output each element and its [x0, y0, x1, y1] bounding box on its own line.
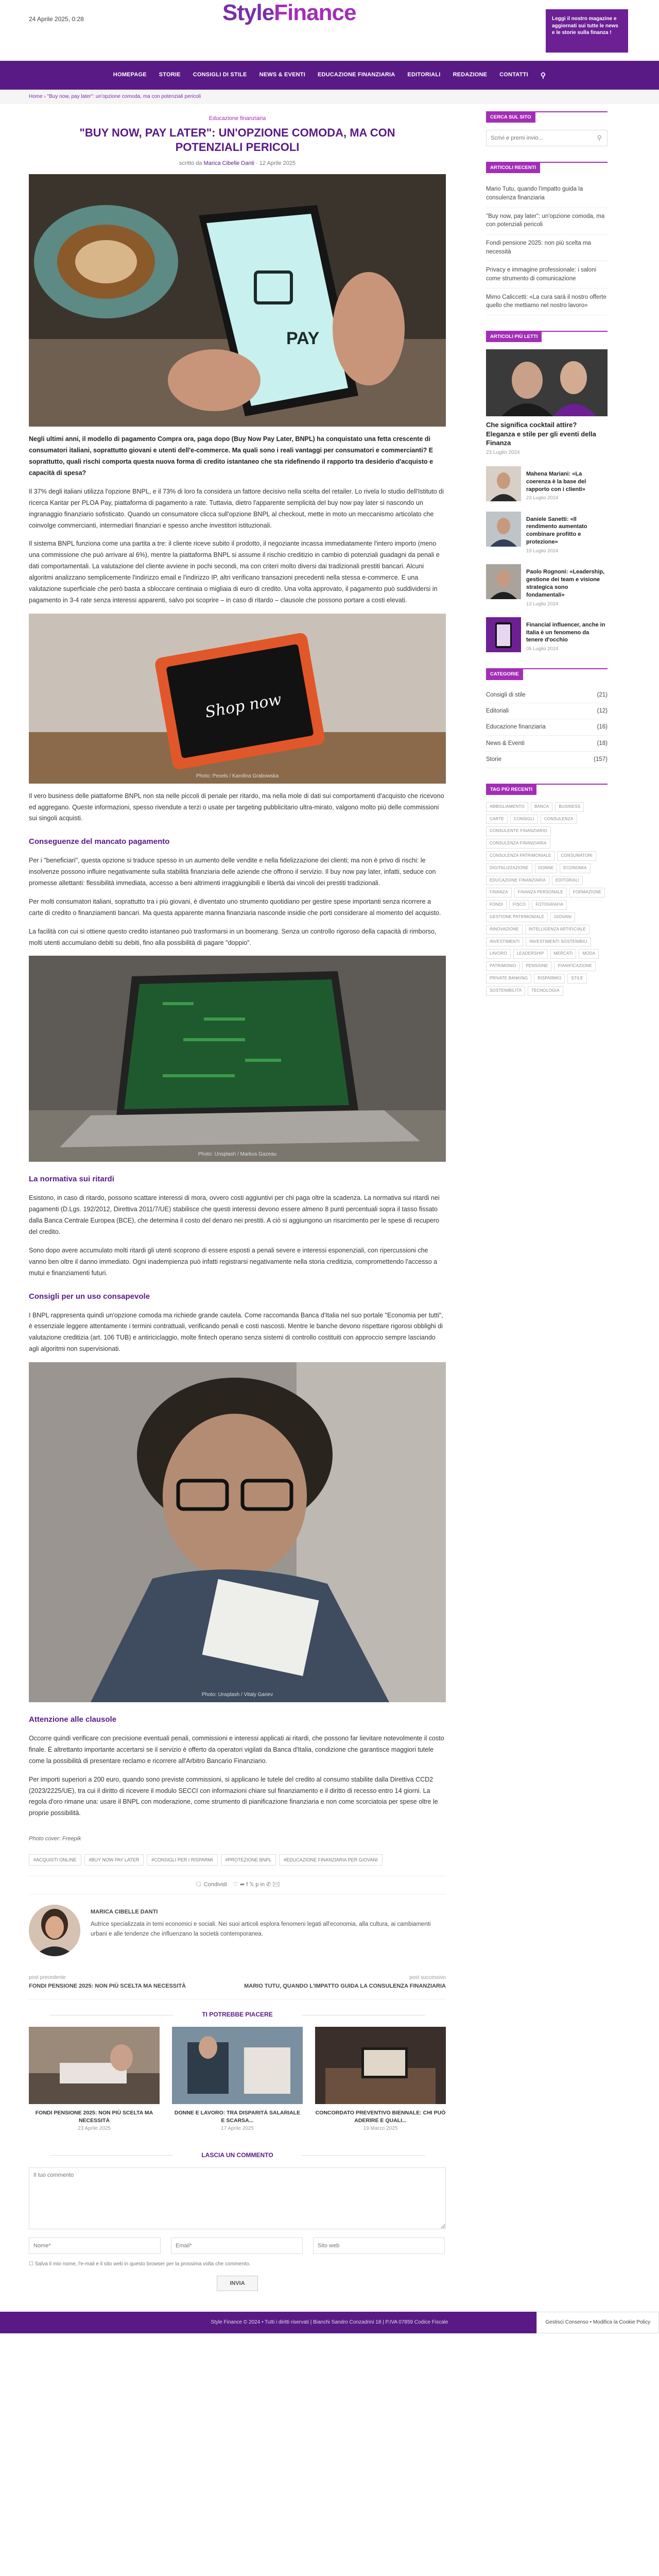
recent-article-link[interactable]: Privacy e immagine professionale: i saloni come strumento di comunicazione	[486, 261, 608, 288]
tag-cloud	[486, 802, 608, 996]
next-post-link[interactable]: post successivo MARIO TUTU, QUANDO L'IMPATTO GUIDA LA CONSULENZA FINANZIARIA	[244, 1974, 446, 1989]
tag-cloud-item[interactable]: LEADERSHIP	[513, 949, 548, 959]
nav-item-storie[interactable]: STORIE	[159, 72, 181, 78]
tag-link[interactable]: #BUY NOW PAY LATER	[84, 1854, 144, 1866]
tag-cloud-item[interactable]: EDUCAZIONE FINANZIARIA	[486, 876, 549, 886]
whatsapp-icon[interactable]: ✆	[266, 1882, 271, 1888]
magazine-promo[interactable]: Leggi il nostro magazine e aggiornati sui tutte le news e le storie sulla finanza !	[546, 9, 628, 53]
widget-title: CERCA SUL SITO	[486, 112, 535, 123]
article-image-man-glasses	[29, 1362, 446, 1702]
category-link[interactable]: News & Eventi (18)	[486, 736, 608, 752]
nav-item-news[interactable]: NEWS & EVENTI	[259, 72, 305, 78]
article-paragraph: Occorre quindi verificare con precisione eventuali penali, commissioni e interessi applicati ai ritardi, che possono far lievitare notevolmente il costo finale. È altrettanto importante accertarsi se il servizio è offerto da operatori vigilati da Banca d'Italia, condizione che garantisce maggiori tutele come la possibilità di presentare reclamo e ricorrere all'Arbitro Bancario Finanziario.	[29, 1735, 444, 1765]
section-heading: Consigli per un uso consapevole	[29, 1292, 150, 1301]
nav-item-homepage[interactable]: HOMEPAGE	[113, 72, 147, 78]
author-bio: Autrice specializzata in temi economici e sociali. Nei suoi articoli esplora fenomeni legati all'economia, alla cultura, ai cambiamenti urbani e alle tendenze che influenzano la società contemporanea.	[91, 1921, 431, 1937]
tag-cloud-item[interactable]: GESTIONE PATRIMONIALE	[486, 912, 548, 922]
article-paragraph: Sono dopo avere accumulato molti ritardi gli utenti scoprono di essere esposti a penali severe e interessi esponenziali, con ripercussioni che vanno ben oltre il danno immediato. Ogni inadempienza può infatti registrarsi negativamente nella storia creditizia, compromettendo l'accesso a mutui e finanziamenti futuri.	[29, 1246, 438, 1277]
search-icon[interactable]: ⚲	[540, 71, 546, 79]
related-thumb	[172, 2027, 303, 2104]
article-paragraph: La facilità con cui si ottiene questo credito istantaneo può trasformarsi in un boomerang. Senza un controllo rigoroso della capacità di rimborso, molti utenti accumulano debiti su debiti, fino alla possibilità di pagare "doppio".	[29, 927, 437, 946]
article-paragraph: I BNPL rappresenta quindi un'opzione comoda ma richiede grande cautela. Come raccomanda Banca d'Italia nel suo portale "Economia per tutti", è essenziale leggere attentamente i termini contrattuali, verificando penali e costi nascosti. Mentre le banche devono rispettare rigorosi obblighi di valutazione creditizia (art. 106 TUB) e antiriciclaggio, molte fintech operano senza sistemi di controllo costituiti con approccio sempre lasciando agli algoritmi non supervisionati.	[29, 1311, 443, 1353]
tag-cloud-item[interactable]: DIGITALIZZAZIONE	[486, 863, 532, 873]
category-link[interactable]: Storie (157)	[486, 752, 608, 768]
widget-title: ARTICOLI PIÙ LETTI	[486, 331, 542, 342]
tag-cloud-item[interactable]: FORMAZIONE	[569, 888, 605, 897]
save-info-checkbox[interactable]: ☐ Salva il mio nome, l'e-mail e il sito web in questo browser per la prossima volta che commento.	[29, 2261, 251, 2267]
nav-item-consigli[interactable]: CONSIGLI DI STILE	[193, 72, 247, 78]
tag-cloud-item[interactable]: FOTOGRAFIA	[532, 900, 567, 910]
tag-cloud-item[interactable]: PENSIONE	[522, 961, 551, 971]
comment-icon[interactable]: 🗨	[195, 1882, 202, 1888]
tag-cloud-item[interactable]: FINANZA	[486, 888, 512, 897]
widget-title: ARTICOLI RECENTI	[486, 162, 540, 173]
comment-form	[29, 2167, 446, 2291]
article-title: "BUY NOW, PAY LATER": UN'OPZIONE COMODA, MA CON POTENZIALI PERICOLI	[79, 126, 395, 154]
share-label: Condividi	[203, 1882, 227, 1888]
tag-cloud-item[interactable]: INVESTIMENTI SOSTENIBILI	[526, 937, 591, 947]
nav-item-redazione[interactable]: REDAZIONE	[453, 72, 488, 78]
tag-cloud-item[interactable]: CONSULENZA FINANZIARIA	[486, 839, 550, 849]
image-caption: Photo: Unsplash / Markus Gazeau	[198, 1151, 277, 1158]
related-post[interactable]: CONCORDATO PREVENTIVO BIENNALE: CHI PUÒ ADERIRE E QUALI... 19 Marzo 2025	[315, 2027, 446, 2132]
tag-cloud-item[interactable]: STILE	[567, 974, 586, 984]
article-image-laptop	[29, 956, 446, 1162]
tag-cloud-item[interactable]: CONSULENZA PATRIMONIALE	[486, 851, 554, 861]
article-paragraph: Per i "beneficiari", questa opzione si traduce spesso in un aumento delle vendite e nella fidelizzazione dei clienti; ma non è privo di rischi: le insolvenze possono influire negativamente sulla stabilità finanziaria delle aziende che offrono il servizio. Il buy now pay later, infatti, seduce con promesse allettanti: flessibilità immediata, accesso a beni altrimenti irraggiungibili e libertà dai vincoli dei prestiti tradizionali.	[29, 857, 436, 887]
related-post[interactable]: DONNE E LAVORO: TRA DISPARITÀ SALARIALE E SCARSA... 17 Aprile 2025	[172, 2027, 303, 2132]
tag-cloud-item[interactable]: FINANZA PERSONALE	[514, 888, 567, 897]
section-heading: Attenzione alle clausole	[29, 1715, 117, 1724]
article-paragraph: Negli ultimi anni, il modello di pagamento Compra ora, paga dopo (Buy Now Pay Later, BNPL) ha conquistato una fetta crescente di consumatori italiani, soprattutto giovani e utenti dell'e-commerce. Ma quali sono i reali vantaggi per consumatori e commercianti? E soprattutto, quali rischi comporta questa nuova forma di credito istantaneo che sta ridefinendo il rapporto tra desiderio d'acquisto e capacità di spesa?	[29, 435, 433, 477]
sidebar-search-input[interactable]	[487, 130, 592, 146]
featured-thumb	[486, 349, 608, 416]
site-footer	[0, 2312, 659, 2333]
article-tags	[29, 1854, 446, 1866]
section-heading: La normativa sui ritardi	[29, 1175, 114, 1184]
related-post[interactable]: FONDI PENSIONE 2025: NON PIÙ SCELTA MA NECESSITÀ 23 Aprile 2025	[29, 2027, 160, 2132]
tag-cloud-item[interactable]: DONNE	[535, 863, 558, 873]
recent-article-link[interactable]: Mimo Caliccetti: «La cura sarà il nostro offerte quello che mettiamo nel nostro lavoro»	[486, 289, 608, 315]
image-caption: Photo: Unsplash / Vitaly Gariev	[201, 1692, 273, 1698]
tag-cloud-item[interactable]: LAVORO	[486, 949, 511, 959]
tag-cloud-item[interactable]: MODA	[579, 949, 599, 959]
nav-item-educazione[interactable]: EDUCAZIONE FINANZIARIA	[317, 72, 395, 78]
article-paragraph: Il vero business delle piattaforme BNPL non sta nelle piccoli di penale per ritardo, ma nella mole di dati sui comportamenti d'acquisto che ricevono ed aggregano. Queste informazioni, spesso rivendute a terzi o usate per targeting pubblicitario ultra-mirato, valgono molto più delle commissioni sui singoli acquisti.	[29, 792, 444, 822]
comment-textarea[interactable]	[29, 2167, 446, 2229]
breadcrumb[interactable]: Home › "Buy now, pay later": un'opzione comoda, ma con potenziali pericoli	[0, 90, 659, 104]
tag-cloud-item[interactable]: CONSIGLI	[510, 815, 538, 824]
category-link[interactable]: Editoriali (12)	[486, 703, 608, 719]
tag-cloud-item[interactable]: EDITORIALI	[552, 876, 583, 886]
tag-cloud-item[interactable]: CONSULENZA	[541, 815, 577, 824]
search-icon[interactable]: ⚲	[597, 133, 602, 142]
hero-image	[29, 174, 446, 427]
author-name[interactable]: MARICA CIBELLE DANTI	[91, 1908, 158, 1915]
recent-article-link[interactable]: "Buy now, pay later": un'opzione comoda, ma con potenziali pericoli	[486, 208, 608, 234]
tag-cloud-item[interactable]: BANCA	[531, 802, 553, 812]
prev-post-link[interactable]: post precedente FONDI PENSIONE 2025: NON PIÙ SCELTA MA NECESSITÀ	[29, 1974, 186, 1989]
tag-cloud-item[interactable]: PRIVATE BANKING	[486, 974, 531, 984]
name-field[interactable]	[29, 2238, 161, 2254]
tag-cloud-item[interactable]: CONSULENTE FINANZIARIO	[486, 826, 551, 836]
image-caption: Photo: Pexels / Karolina Grabowska	[196, 773, 279, 779]
category-link[interactable]: Consigli di stile (21)	[486, 687, 608, 703]
website-field[interactable]	[313, 2238, 445, 2254]
linkedin-icon[interactable]: in	[260, 1882, 265, 1888]
facebook-icon[interactable]: f	[246, 1882, 248, 1888]
footer-text: Style Finance © 2024 • Tutti i diritti riservati | Bianchi Sandro Conzadrini 18 | P.IVA 07859 Codice Fiscale	[211, 2319, 448, 2326]
most-read-item[interactable]: Paolo Rognoni: «Leadership, gestione dei team e visione strategica sono fondamentali» 13 Luglio 2024	[486, 564, 608, 608]
article-category[interactable]: Educazione finanziaria	[209, 115, 266, 122]
tag-cloud-item[interactable]: ABBIGLIAMENTO	[486, 802, 528, 812]
tag-cloud-item[interactable]: ECONOMIA	[560, 863, 590, 873]
related-posts	[29, 2027, 446, 2132]
related-heading: TI POTREBBE PIACERE	[29, 2010, 446, 2020]
tag-cloud-item[interactable]: CARTE	[486, 815, 508, 824]
most-read-item[interactable]: Daniele Sanetti: «Il rendimento aumentato combinare profitto e protezione» 19 Luglio 2024	[486, 512, 608, 555]
share-bar	[29, 1876, 446, 1894]
recent-article-link[interactable]: Fondi pensione 2025: non più scelta ma necessità	[486, 234, 608, 261]
recent-article-link[interactable]: Mario Tutu, quando l'impatto guida la consulenza finanziaria	[486, 180, 608, 207]
tag-cloud-item[interactable]: PATRIMONIO	[486, 961, 519, 971]
tag-link[interactable]: #ACQUISTI ONLINE	[29, 1854, 81, 1866]
article-image-shop-now	[29, 614, 446, 784]
header-date: 24 Aprile 2025, 0:28	[29, 15, 84, 23]
article-paragraph: Per molti consumatori italiani, soprattutto tra i più giovani, è diventato uno strumento quotidiano per gestire spese importanti senza ricorrere a carte di credito o finanziamenti bancari. Ma questa apparente manna finanziaria nasconde insidie che porti considerare al momento del acquisto.	[29, 897, 441, 917]
email-field[interactable]	[171, 2238, 303, 2254]
site-logo[interactable]: StyleFinance	[222, 0, 356, 25]
author-avatar	[29, 1905, 80, 1956]
tag-link[interactable]: #EDUCAZIONE FINANZIARIA PER GIOVANI	[279, 1854, 382, 1866]
related-thumb	[29, 2027, 160, 2104]
featured-post[interactable]: Che significa cocktail attire? Eleganza e stile per gli eventi della Finanza 23 Luglio 2024	[486, 349, 608, 457]
comments-heading: LASCIA UN COMMENTO	[29, 2150, 446, 2160]
site-header	[0, 0, 659, 61]
categories-widget	[486, 668, 608, 768]
widget-title: CATEGORIE	[486, 669, 523, 680]
author-link[interactable]: Marica Cibelle Danti	[203, 160, 254, 166]
pinterest-icon[interactable]: p	[255, 1882, 259, 1888]
tag-cloud-item[interactable]: SOSTENIBILITÀ	[486, 986, 525, 996]
tag-cloud-item[interactable]: INNOVAZIONE	[486, 925, 523, 935]
related-thumb	[315, 2027, 446, 2104]
share-icon[interactable]: ➦	[240, 1882, 245, 1888]
most-read-item[interactable]: Mahena Mariani: «La coerenza è la base del rapporto con i clienti» 23 Luglio 2024	[486, 466, 608, 502]
tag-link[interactable]: #PROTEZIONE BNPL	[221, 1854, 276, 1866]
author-box	[29, 1905, 446, 1956]
tag-cloud-item[interactable]: FISCO	[509, 900, 529, 910]
sidebar	[486, 111, 608, 2291]
nav-item-editoriali[interactable]: EDITORIALI	[407, 72, 441, 78]
category-link[interactable]: Educazione finanziaria (16)	[486, 719, 608, 735]
email-icon[interactable]: ✉	[272, 1882, 280, 1888]
twitter-icon[interactable]: 𝕏	[249, 1882, 254, 1888]
tag-cloud-item[interactable]: PIANIFICAZIONE	[554, 961, 595, 971]
photo-credit: Photo cover: Freepik	[29, 1836, 81, 1842]
tag-cloud-item[interactable]: INTELLIGENZA ARTIFICIALE	[525, 925, 589, 935]
article-paragraph: Esistono, in caso di ritardo, possono scattare interessi di mora, ovvero costi aggiuntivi per chi paga oltre la scadenza. La normativa sui ritardi nei pagamenti (D.Lgs. 192/2012, Direttiva 2011/7/UE) stabilisce che questi interessi devono essere almeno 8 punti percentuali sopra il tasso fissato dalla Banca Centrale Europea (BCE), che determina il costo del denaro nei prestiti. A ciò si aggiungono un risarcimento per le spese di recupero del credito.	[29, 1194, 440, 1235]
submit-comment-button[interactable]: INVIA	[217, 2276, 257, 2291]
tag-cloud-item[interactable]: INVESTIMENTI	[486, 937, 523, 947]
most-read-widget	[486, 331, 608, 653]
most-read-item[interactable]: Financial influencer, anche in Italia è un fenomeno da tenere d'occhio 05 Luglio 2024	[486, 617, 608, 653]
tag-cloud-item[interactable]: MERCATI	[550, 949, 577, 959]
recent-articles-widget	[486, 162, 608, 315]
tag-cloud-item[interactable]: BUSINESS	[555, 802, 584, 812]
tag-cloud-item[interactable]: RISPARMIO	[534, 974, 565, 984]
article-paragraph: Il sistema BNPL funziona come una partita a tre: il cliente riceve subito il prodotto, il negoziante incassa immediatamente l'intero importo (meno una commissione che può arrivare al 6%), mentre la piattaforma BNPL si assume il rischio creditizio in cambio di potenziali guadagni da penali e dati comportamentali. La valutazione del cliente avviene in pochi secondi, ma con criteri molto diversi dai tradizionali prestiti bancari. Alcuni algoritmi analizzano semplicemente l'indirizzo email e l'indirizzo IP, altri verificano transazioni precedenti nella stessa e-commerce. E una valutazione superficiale che però basta a sbloccare centinaia o migliaia di euro di credito. Una volta approvato, il pagamento può suddividersi in pagamento in 3-4 rate senza interessi apparenti, salvo poi scoprire – in caso di ritardo – clausole che possono portare a costi elevati.	[29, 540, 440, 604]
nav-item-contatti[interactable]: CONTATTI	[499, 72, 528, 78]
shop-now-text: Shop now	[203, 690, 283, 722]
heart-icon[interactable]: ♡	[233, 1882, 238, 1888]
tag-link[interactable]: #CONSIGLI PER I RISPARMI	[147, 1854, 217, 1866]
tag-cloud-item[interactable]: CONSUMATORI	[557, 851, 596, 861]
main-navigation	[0, 61, 659, 90]
post-navigation	[29, 1974, 446, 2000]
article-byline: scritto da Marica Cibelle Danti · 12 Aprile 2025	[179, 160, 296, 166]
section-heading: Conseguenze del mancato pagamento	[29, 837, 170, 846]
widget-title: TAG PIÙ RECENTI	[486, 784, 536, 795]
tags-widget	[486, 784, 608, 996]
search-widget	[486, 111, 608, 146]
hero-phone-text: PAY	[286, 329, 320, 349]
tag-cloud-item[interactable]: GIOVANI	[550, 912, 575, 922]
article-paragraph: Il 37% degli italiani utilizza l'opzione BNPL, e il 73% di loro fa considera un fattore decisivo nella scelta del retailer. Lo rivela lo studio dell'Istituto di ricerca Kantar per PLOA Pay, piattaforma di pagamento a rate. Tuttavia, dietro l'apparente semplicità del buy now pay later si nascondo un ingranaggio finanziario sofisticato. Quando un consumatore clicca sull'opzione BNPL al checkout, mette in moto un meccanismo articolato che coinvolge commercianti, intermediari finanziari e spesso anche investitori istituzionali.	[29, 487, 444, 529]
tag-cloud-item[interactable]: TECNOLOGIA	[528, 986, 563, 996]
article-paragraph: Per importi superiori a 200 euro, quando sono previste commissioni, si applicano le tutele del credito al consumo stabilite dalla Direttiva CCD2 (2023/2225/UE), tra cui il diritto di ricevere il modulo SECCI con informazioni chiare sul finanziamento e il diritto di recesso entro 14 giorni. La regola d'oro rimane una: usare il BNPL con moderazione, come strumento di pianificazione finanziaria e non come scorciatoia per spese oltre le proprie possibilità.	[29, 1775, 438, 1817]
cookie-consent-button[interactable]: Gestisci Consenso • Modifica la Cookie Policy	[536, 2312, 659, 2333]
article	[29, 111, 446, 2291]
tag-cloud-item[interactable]: FONDI	[486, 900, 507, 910]
